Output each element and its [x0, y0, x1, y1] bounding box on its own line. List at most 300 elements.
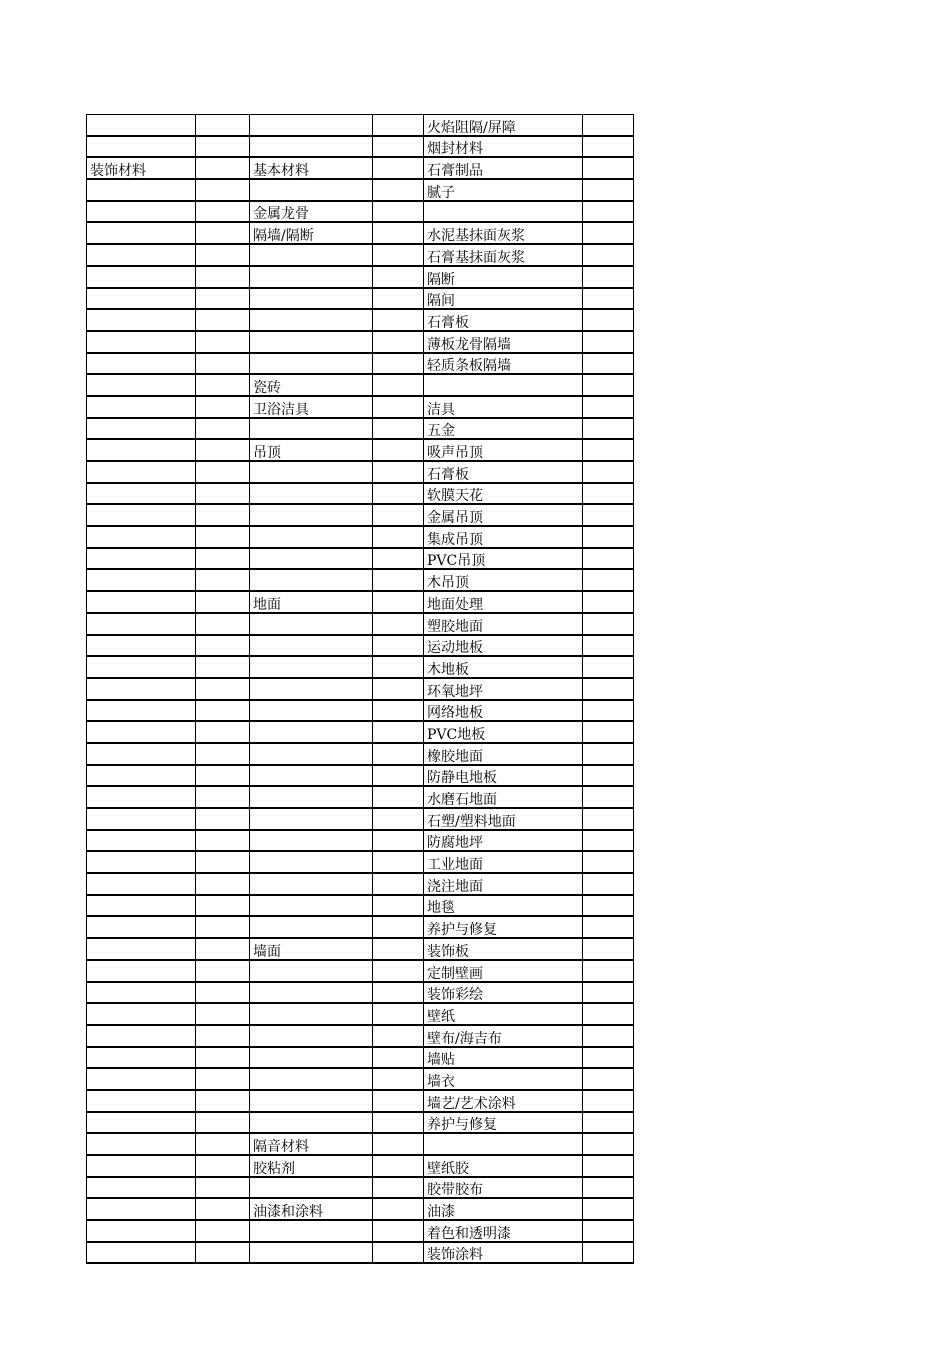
cell-empty: [583, 309, 634, 331]
cell-item: 网络地板: [424, 700, 583, 722]
cell-category: [87, 960, 196, 982]
cell-item: 金属吊顶: [424, 504, 583, 526]
cell-subcategory: [250, 331, 373, 353]
cell-empty: [583, 222, 634, 244]
cell-empty: [373, 1133, 424, 1155]
cell-empty: [373, 938, 424, 960]
cell-subcategory: [250, 982, 373, 1004]
cell-empty: [196, 201, 250, 223]
cell-category: [87, 1003, 196, 1025]
cell-category: [87, 1025, 196, 1047]
cell-empty: [373, 960, 424, 982]
cell-empty: [196, 700, 250, 722]
cell-category: [87, 721, 196, 743]
cell-empty: [196, 591, 250, 613]
cell-empty: [196, 374, 250, 396]
cell-subcategory: [250, 678, 373, 700]
cell-empty: [196, 396, 250, 418]
cell-subcategory: [250, 721, 373, 743]
cell-empty: [373, 418, 424, 440]
cell-item: 隔间: [424, 288, 583, 310]
cell-empty: [373, 504, 424, 526]
cell-category: [87, 895, 196, 917]
cell-item: 防腐地坪: [424, 830, 583, 852]
table-row: [87, 222, 634, 244]
cell-empty: [196, 656, 250, 678]
cell-empty: [196, 222, 250, 244]
cell-empty: [196, 1003, 250, 1025]
cell-category: [87, 678, 196, 700]
cell-subcategory: 金属龙骨: [250, 201, 373, 223]
table-row: [87, 786, 634, 808]
cell-category: [87, 331, 196, 353]
cell-empty: [373, 201, 424, 223]
cell-empty: [583, 266, 634, 288]
cell-category: [87, 786, 196, 808]
cell-empty: [196, 635, 250, 657]
cell-empty: [196, 504, 250, 526]
cell-subcategory: [250, 1242, 373, 1264]
cell-empty: [583, 374, 634, 396]
cell-subcategory: [250, 115, 373, 136]
cell-item: 石膏基抹面灰浆: [424, 244, 583, 266]
cell-empty: [583, 1025, 634, 1047]
cell-category: [87, 873, 196, 895]
cell-empty: [583, 1242, 634, 1264]
cell-category: [87, 1242, 196, 1264]
cell-empty: [373, 461, 424, 483]
cell-empty: [583, 765, 634, 787]
cell-empty: [373, 1220, 424, 1242]
cell-item: 橡胶地面: [424, 743, 583, 765]
cell-empty: [373, 656, 424, 678]
cell-empty: [583, 916, 634, 938]
cell-empty: [583, 353, 634, 375]
cell-category: [87, 526, 196, 548]
cell-item: 胶带胶布: [424, 1177, 583, 1199]
cell-empty: [583, 548, 634, 570]
cell-empty: [583, 569, 634, 591]
cell-empty: [583, 591, 634, 613]
cell-category: [87, 743, 196, 765]
cell-empty: [373, 1242, 424, 1264]
cell-empty: [583, 1198, 634, 1220]
cell-empty: [583, 786, 634, 808]
cell-subcategory: 基本材料: [250, 157, 373, 179]
cell-empty: [373, 982, 424, 1004]
cell-empty: [583, 1068, 634, 1090]
cell-category: [87, 461, 196, 483]
cell-empty: [583, 895, 634, 917]
cell-category: [87, 115, 196, 136]
cell-empty: [373, 721, 424, 743]
table-row: [87, 808, 634, 830]
table-row: [87, 830, 634, 852]
cell-category: [87, 179, 196, 201]
table-row: [87, 700, 634, 722]
cell-subcategory: [250, 353, 373, 375]
cell-empty: [196, 1090, 250, 1112]
table-row: [87, 179, 634, 201]
spreadsheet-body: [87, 115, 634, 1264]
cell-empty: [373, 288, 424, 310]
cell-empty: [583, 721, 634, 743]
cell-empty: [373, 374, 424, 396]
cell-item: 装饰涂料: [424, 1242, 583, 1264]
cell-empty: [583, 1133, 634, 1155]
table-row: [87, 1047, 634, 1069]
table-row: [87, 288, 634, 310]
cell-empty: [583, 526, 634, 548]
cell-subcategory: [250, 461, 373, 483]
cell-empty: [583, 201, 634, 223]
table-row: [87, 721, 634, 743]
cell-empty: [196, 309, 250, 331]
cell-category: [87, 700, 196, 722]
cell-empty: [196, 266, 250, 288]
cell-empty: [196, 851, 250, 873]
cell-item: 火焰阻隔/屏障: [424, 115, 583, 136]
cell-category: [87, 418, 196, 440]
cell-empty: [583, 1112, 634, 1134]
cell-empty: [196, 613, 250, 635]
cell-item: 墙衣: [424, 1068, 583, 1090]
cell-empty: [196, 157, 250, 179]
cell-empty: [583, 483, 634, 505]
cell-empty: [373, 1177, 424, 1199]
cell-empty: [196, 938, 250, 960]
cell-empty: [373, 331, 424, 353]
cell-empty: [196, 1068, 250, 1090]
cell-subcategory: 瓷砖: [250, 374, 373, 396]
table-row: [87, 548, 634, 570]
cell-empty: [373, 808, 424, 830]
cell-empty: [583, 1003, 634, 1025]
cell-category: [87, 309, 196, 331]
cell-empty: [583, 136, 634, 158]
cell-item: 养护与修复: [424, 916, 583, 938]
table-row: [87, 201, 634, 223]
cell-subcategory: [250, 526, 373, 548]
cell-category: [87, 569, 196, 591]
cell-category: [87, 635, 196, 657]
cell-item: 轻质条板隔墙: [424, 353, 583, 375]
cell-item: 薄板龙骨隔墙: [424, 331, 583, 353]
cell-subcategory: [250, 418, 373, 440]
cell-subcategory: [250, 743, 373, 765]
table-row: [87, 1220, 634, 1242]
cell-empty: [196, 136, 250, 158]
cell-empty: [196, 1047, 250, 1069]
cell-empty: [196, 1025, 250, 1047]
cell-empty: [373, 613, 424, 635]
cell-category: [87, 1155, 196, 1177]
cell-empty: [583, 504, 634, 526]
cell-category: [87, 1090, 196, 1112]
cell-subcategory: 隔音材料: [250, 1133, 373, 1155]
cell-empty: [583, 461, 634, 483]
table-row: [87, 136, 634, 158]
cell-empty: [196, 895, 250, 917]
cell-empty: [196, 982, 250, 1004]
cell-empty: [373, 635, 424, 657]
cell-item: 养护与修复: [424, 1112, 583, 1134]
table-row: [87, 309, 634, 331]
cell-empty: [373, 1112, 424, 1134]
cell-empty: [373, 439, 424, 461]
cell-empty: [583, 851, 634, 873]
table-row: [87, 569, 634, 591]
cell-item: 墙贴: [424, 1047, 583, 1069]
cell-empty: [196, 1133, 250, 1155]
table-row: [87, 1133, 634, 1155]
table-row: [87, 1003, 634, 1025]
cell-empty: [583, 656, 634, 678]
cell-category: [87, 808, 196, 830]
table-row: [87, 461, 634, 483]
cell-empty: [583, 938, 634, 960]
cell-subcategory: [250, 136, 373, 158]
cell-subcategory: [250, 851, 373, 873]
cell-empty: [196, 743, 250, 765]
cell-subcategory: [250, 656, 373, 678]
cell-subcategory: [250, 548, 373, 570]
cell-category: [87, 201, 196, 223]
cell-subcategory: 吊顶: [250, 439, 373, 461]
cell-empty: [373, 700, 424, 722]
cell-empty: [583, 396, 634, 418]
cell-empty: [583, 1177, 634, 1199]
cell-empty: [583, 331, 634, 353]
table-row: [87, 1112, 634, 1134]
cell-category: [87, 374, 196, 396]
cell-category: [87, 982, 196, 1004]
cell-empty: [583, 873, 634, 895]
table-row: [87, 1177, 634, 1199]
cell-empty: [373, 266, 424, 288]
cell-subcategory: [250, 1025, 373, 1047]
cell-category: [87, 916, 196, 938]
table-row: [87, 743, 634, 765]
cell-empty: [196, 244, 250, 266]
cell-empty: [373, 1068, 424, 1090]
cell-empty: [196, 548, 250, 570]
cell-category: [87, 136, 196, 158]
cell-subcategory: [250, 765, 373, 787]
spreadsheet-table: [86, 114, 634, 1264]
table-row: [87, 1090, 634, 1112]
cell-empty: [196, 960, 250, 982]
cell-item: [424, 374, 583, 396]
cell-empty: [583, 288, 634, 310]
cell-empty: [373, 895, 424, 917]
table-row: [87, 765, 634, 787]
cell-empty: [196, 526, 250, 548]
table-row: [87, 613, 634, 635]
cell-empty: [373, 678, 424, 700]
cell-item: 石膏制品: [424, 157, 583, 179]
cell-item: 防静电地板: [424, 765, 583, 787]
cell-item: 地面处理: [424, 591, 583, 613]
cell-empty: [583, 982, 634, 1004]
table-row: [87, 635, 634, 657]
table-row: [87, 895, 634, 917]
cell-item: 工业地面: [424, 851, 583, 873]
cell-empty: [583, 830, 634, 852]
cell-empty: [373, 353, 424, 375]
cell-category: [87, 765, 196, 787]
cell-subcategory: [250, 1090, 373, 1112]
cell-empty: [373, 1003, 424, 1025]
cell-empty: [583, 613, 634, 635]
cell-category: [87, 938, 196, 960]
cell-empty: [583, 157, 634, 179]
cell-empty: [373, 526, 424, 548]
cell-subcategory: [250, 569, 373, 591]
cell-subcategory: 胶粘剂: [250, 1155, 373, 1177]
table-row: [87, 678, 634, 700]
cell-subcategory: [250, 1220, 373, 1242]
cell-category: [87, 439, 196, 461]
cell-item: 地毯: [424, 895, 583, 917]
table-row: [87, 331, 634, 353]
cell-item: 吸声吊顶: [424, 439, 583, 461]
cell-item: 腻子: [424, 179, 583, 201]
cell-subcategory: [250, 483, 373, 505]
cell-empty: [196, 569, 250, 591]
cell-empty: [373, 179, 424, 201]
table-row: [87, 418, 634, 440]
table-row: [87, 873, 634, 895]
table-row: [87, 916, 634, 938]
cell-subcategory: 油漆和涂料: [250, 1198, 373, 1220]
cell-item: 壁纸: [424, 1003, 583, 1025]
cell-item: 装饰板: [424, 938, 583, 960]
cell-empty: [583, 1090, 634, 1112]
cell-empty: [583, 743, 634, 765]
table-row: [87, 439, 634, 461]
cell-subcategory: [250, 635, 373, 657]
cell-empty: [583, 678, 634, 700]
cell-item: 环氧地坪: [424, 678, 583, 700]
cell-empty: [196, 115, 250, 136]
cell-subcategory: 隔墙/隔断: [250, 222, 373, 244]
cell-empty: [373, 1155, 424, 1177]
cell-subcategory: [250, 266, 373, 288]
cell-item: 壁纸胶: [424, 1155, 583, 1177]
cell-item: [424, 1133, 583, 1155]
cell-empty: [373, 765, 424, 787]
cell-item: 木地板: [424, 656, 583, 678]
cell-item: 壁布/海吉布: [424, 1025, 583, 1047]
cell-empty: [196, 331, 250, 353]
cell-empty: [373, 1198, 424, 1220]
table-row: [87, 851, 634, 873]
cell-item: 烟封材料: [424, 136, 583, 158]
cell-empty: [373, 1025, 424, 1047]
cell-subcategory: [250, 700, 373, 722]
cell-item: 运动地板: [424, 635, 583, 657]
cell-empty: [373, 548, 424, 570]
cell-subcategory: [250, 1047, 373, 1069]
cell-empty: [196, 873, 250, 895]
cell-subcategory: [250, 960, 373, 982]
cell-empty: [196, 418, 250, 440]
cell-empty: [583, 960, 634, 982]
cell-subcategory: [250, 786, 373, 808]
table-row: [87, 374, 634, 396]
cell-empty: [373, 396, 424, 418]
cell-category: [87, 1112, 196, 1134]
cell-empty: [196, 721, 250, 743]
cell-category: [87, 1133, 196, 1155]
cell-empty: [583, 179, 634, 201]
cell-empty: [196, 786, 250, 808]
table-row: [87, 960, 634, 982]
cell-item: 塑胶地面: [424, 613, 583, 635]
cell-subcategory: 卫浴洁具: [250, 396, 373, 418]
table-row: [87, 1198, 634, 1220]
cell-empty: [373, 591, 424, 613]
cell-empty: [583, 1155, 634, 1177]
table-row: [87, 244, 634, 266]
cell-empty: [196, 916, 250, 938]
table-row: [87, 483, 634, 505]
cell-item: 软膜天花: [424, 483, 583, 505]
cell-item: 石塑/塑料地面: [424, 808, 583, 830]
cell-subcategory: [250, 1068, 373, 1090]
cell-item: 油漆: [424, 1198, 583, 1220]
cell-subcategory: [250, 873, 373, 895]
cell-category: [87, 830, 196, 852]
cell-category: [87, 483, 196, 505]
table-row: [87, 1155, 634, 1177]
cell-empty: [196, 1198, 250, 1220]
cell-category: [87, 851, 196, 873]
table-row: [87, 353, 634, 375]
cell-subcategory: 地面: [250, 591, 373, 613]
cell-empty: [373, 830, 424, 852]
cell-empty: [196, 1155, 250, 1177]
cell-item: [424, 201, 583, 223]
cell-empty: [373, 851, 424, 873]
cell-empty: [373, 569, 424, 591]
table-row: [87, 938, 634, 960]
cell-category: [87, 1177, 196, 1199]
cell-category: [87, 613, 196, 635]
cell-subcategory: [250, 613, 373, 635]
cell-item: 墙艺/艺术涂料: [424, 1090, 583, 1112]
cell-category: [87, 591, 196, 613]
cell-category: [87, 353, 196, 375]
cell-category: [87, 1047, 196, 1069]
table-row: [87, 266, 634, 288]
cell-empty: [196, 461, 250, 483]
cell-empty: [373, 1090, 424, 1112]
cell-empty: [583, 244, 634, 266]
cell-empty: [373, 115, 424, 136]
cell-category: [87, 1198, 196, 1220]
cell-empty: [373, 136, 424, 158]
table-row: [87, 982, 634, 1004]
cell-category: [87, 504, 196, 526]
cell-empty: [373, 244, 424, 266]
cell-item: 水泥基抹面灰浆: [424, 222, 583, 244]
cell-subcategory: [250, 1112, 373, 1134]
cell-category: [87, 288, 196, 310]
cell-empty: [583, 418, 634, 440]
cell-empty: [196, 1112, 250, 1134]
